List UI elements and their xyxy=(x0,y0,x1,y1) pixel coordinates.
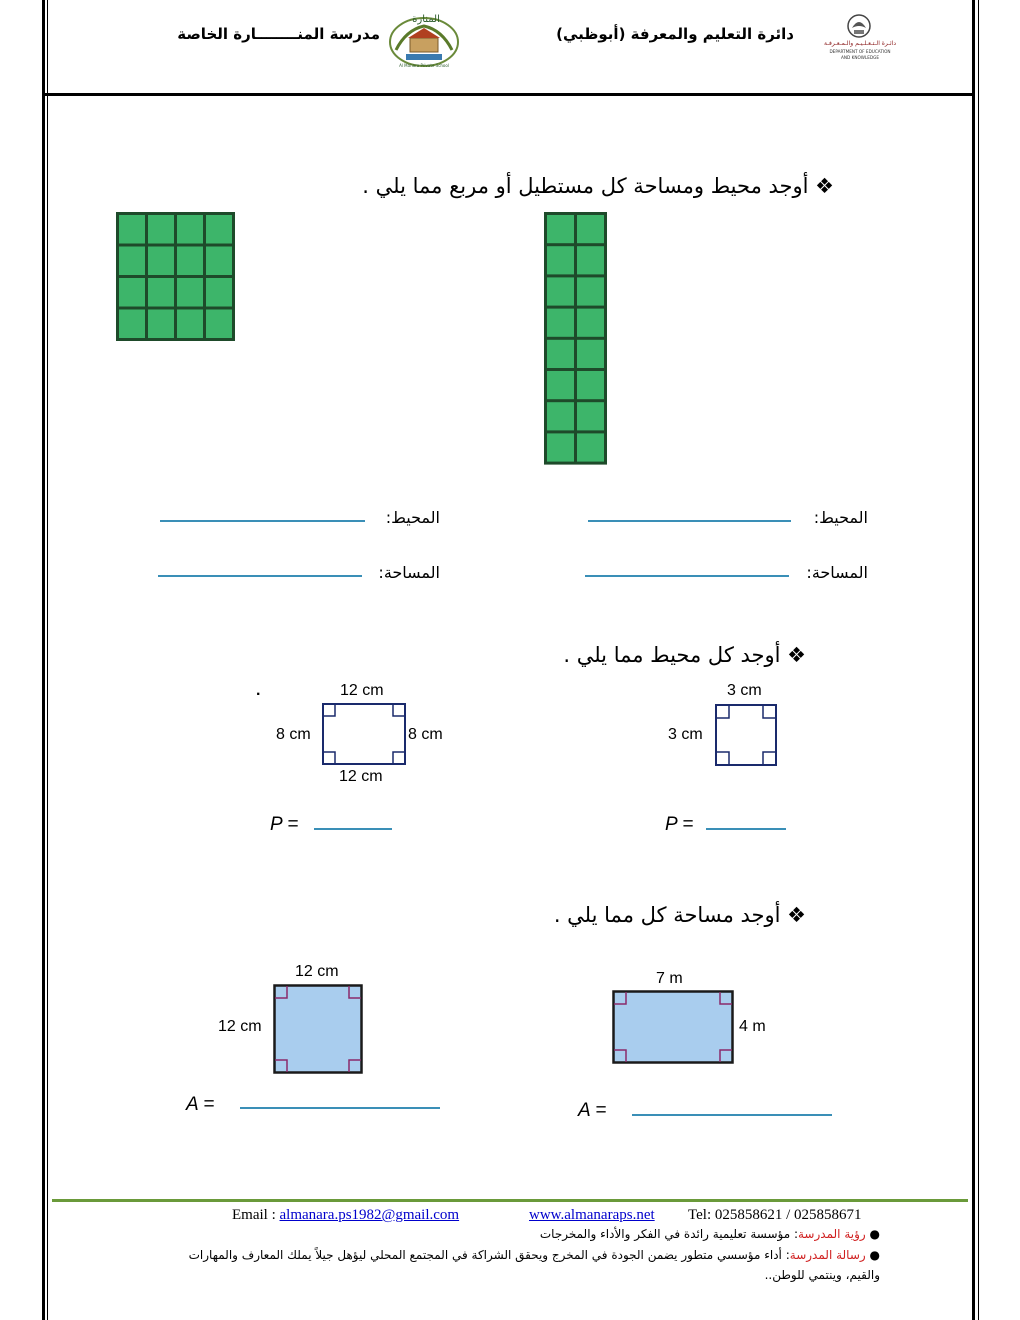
unit-square xyxy=(177,215,203,244)
area-rect-top-dim: 7 m xyxy=(656,970,683,987)
right-area-blank[interactable] xyxy=(585,575,789,577)
area-square-top-dim: 12 cm xyxy=(295,963,339,980)
unit-square xyxy=(547,402,574,430)
section1-text: أوجد محيط ومساحة كل مستطيل أو مربع مما يلي . xyxy=(362,174,809,198)
rect-bottom-dim: 12 cm xyxy=(339,768,383,785)
unit-square xyxy=(119,247,145,276)
website-link[interactable]: www.almanaraps.net xyxy=(529,1207,655,1223)
section3-instruction xyxy=(554,903,806,927)
section2-text: أوجد كل محيط مما يلي . xyxy=(563,643,781,667)
left-perimeter-blank[interactable] xyxy=(160,520,365,522)
vision-label: رؤية المدرسة xyxy=(798,1227,866,1241)
school-name: مدرسة المنــــــــارة الخاصة xyxy=(177,25,380,43)
left-area-formula: A = xyxy=(186,1094,215,1115)
mission-label: رسالة المدرسة xyxy=(789,1248,866,1262)
school-logo xyxy=(386,10,462,70)
footer-rule xyxy=(52,1199,968,1202)
dept-logo-english-1: DEPARTMENT OF EDUCATION xyxy=(829,49,891,54)
left-a-blank[interactable] xyxy=(240,1107,440,1109)
dept-logo-arabic: دائـرة الـتـعـلـيـم والـمـعـرفـة xyxy=(824,40,896,47)
unit-square xyxy=(577,433,604,461)
unit-square xyxy=(547,215,574,243)
unit-square xyxy=(148,215,174,244)
area-rect-right-dim: 4 m xyxy=(739,1018,766,1035)
left-area-blank[interactable] xyxy=(158,575,362,577)
footer-vision xyxy=(540,1227,880,1241)
unit-square xyxy=(206,278,232,307)
unit-square xyxy=(547,340,574,368)
mission-text: : أداء مؤسسي متطور يضمن الجودة في المخرج ويحقق الشراكة في المجتمع المحلي ليؤهل جيلاً يملك المعارف والمهارات xyxy=(188,1248,790,1262)
right-area-formula: A = xyxy=(578,1100,607,1121)
unit-square xyxy=(547,309,574,337)
unit-square xyxy=(206,215,232,244)
perimeter-square xyxy=(715,704,777,770)
school-logo-text: المنارة xyxy=(412,14,440,25)
unit-square xyxy=(577,277,604,305)
footer-email xyxy=(232,1207,459,1224)
bullet-icon: ❖ xyxy=(787,903,806,927)
rect-left-dim: 8 cm xyxy=(276,726,311,743)
unit-square xyxy=(577,215,604,243)
page-border-left xyxy=(42,0,45,1320)
section1-instruction xyxy=(362,174,834,198)
footer-website xyxy=(529,1207,655,1224)
page-border-right-inner xyxy=(978,0,979,1320)
left-p-blank[interactable] xyxy=(314,828,392,830)
section3-text: أوجد مساحة كل مما يلي . xyxy=(553,903,781,927)
unit-square xyxy=(119,310,145,339)
header-rule xyxy=(45,93,973,96)
unit-square xyxy=(547,246,574,274)
page-border-right xyxy=(972,0,975,1320)
unit-square xyxy=(119,215,145,244)
stray-dot: . xyxy=(256,682,261,699)
unit-square xyxy=(206,247,232,276)
area-square-left-dim: 12 cm xyxy=(218,1018,262,1035)
square-grid-4x4 xyxy=(116,212,236,346)
left-perimeter-formula: P = xyxy=(270,814,299,835)
bullet-dot: ● xyxy=(869,1227,880,1241)
bullet-icon: ❖ xyxy=(815,174,834,198)
unit-square xyxy=(206,310,232,339)
unit-square xyxy=(177,310,203,339)
area-square xyxy=(273,984,363,1078)
page-border-left-inner xyxy=(47,0,48,1320)
bullet-dot: ● xyxy=(869,1248,880,1262)
perimeter-rectangle xyxy=(322,703,406,769)
section2-instruction xyxy=(563,643,806,667)
right-perimeter-blank[interactable] xyxy=(588,520,791,522)
bullet-icon: ❖ xyxy=(787,643,806,667)
right-p-blank[interactable] xyxy=(706,828,786,830)
unit-square xyxy=(547,433,574,461)
unit-square xyxy=(547,371,574,399)
right-perimeter-formula: P = xyxy=(665,814,694,835)
rect-top-dim: 12 cm xyxy=(340,682,384,699)
unit-square xyxy=(577,246,604,274)
dept-logo-english-2: AND KNOWLEDGE xyxy=(841,55,879,60)
unit-square xyxy=(577,402,604,430)
rectangle-grid-2x8 xyxy=(544,212,607,470)
department-logo xyxy=(820,12,900,64)
footer-tel: Tel: 025858621 / 025858671 xyxy=(688,1207,862,1223)
email-link[interactable]: almanara.ps1982@gmail.com xyxy=(279,1207,460,1223)
unit-square xyxy=(148,310,174,339)
school-logo-caption: Al Manara Private School xyxy=(399,63,449,68)
email-label: Email : xyxy=(232,1207,276,1223)
square-left-dim: 3 cm xyxy=(668,726,703,743)
unit-square xyxy=(177,278,203,307)
unit-square xyxy=(577,309,604,337)
department-name: دائرة التعليم والمعرفة (أبوظبي) xyxy=(556,25,794,43)
area-rectangle xyxy=(612,990,734,1068)
unit-square xyxy=(119,278,145,307)
right-perimeter-label: المحيط: xyxy=(813,508,868,527)
footer-mission xyxy=(189,1248,880,1262)
rect-right-dim: 8 cm xyxy=(408,726,443,743)
footer-mission-cont: والقيم، وينتمي للوطن.. xyxy=(764,1268,880,1282)
left-area-label: المساحة: xyxy=(378,563,440,582)
right-area-label: المساحة: xyxy=(806,563,868,582)
unit-square xyxy=(577,371,604,399)
vision-text: : مؤسسة تعليمية رائدة في الفكر والأداء والمخرجات xyxy=(539,1227,798,1241)
unit-square xyxy=(177,247,203,276)
left-perimeter-label: المحيط: xyxy=(385,508,440,527)
unit-square xyxy=(148,278,174,307)
right-a-blank[interactable] xyxy=(632,1114,832,1116)
square-top-dim: 3 cm xyxy=(727,682,762,699)
unit-square xyxy=(148,247,174,276)
unit-square xyxy=(577,340,604,368)
unit-square xyxy=(547,277,574,305)
